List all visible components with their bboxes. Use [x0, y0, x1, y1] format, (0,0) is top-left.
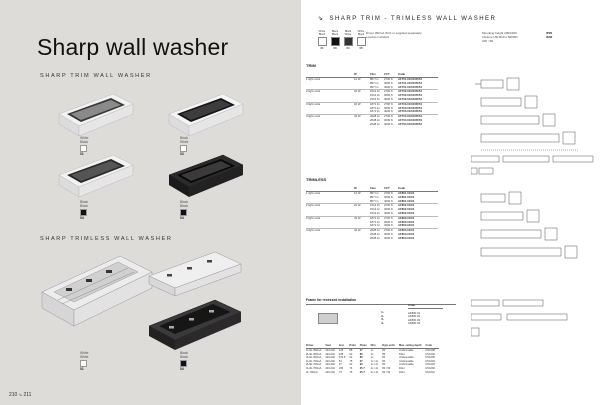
table-cell: 80 [359, 352, 363, 356]
table-cell: 1871 lm [370, 216, 384, 220]
table-cell: 220-240 [325, 366, 335, 370]
trim-table-block [306, 63, 438, 127]
luminaire-trimless-white-2 [145, 250, 245, 300]
table-cell: AF801.01/04 [398, 198, 415, 203]
table-cell: Undimmable [398, 349, 414, 352]
table-cell: AF704.01/04/05/54 [398, 121, 422, 126]
table-cell: 1871 lm [370, 109, 380, 114]
table-cell: 2x / 4x [370, 366, 379, 370]
table-cell: 80 / 90 [382, 370, 391, 374]
table-cell: 3000 K [384, 80, 393, 85]
table-cell: 32 W [354, 216, 370, 220]
table-cell: 4000 K [384, 121, 393, 126]
table-cell: 4000 K [384, 223, 393, 228]
table-cell: 1x [370, 356, 374, 360]
section-trimless-heading: SHARP TRIMLESS WALL WASHER [40, 236, 173, 242]
swatch-01: White Black 01 [80, 136, 89, 157]
table-cell: AF703.01/04/05/54 [398, 102, 438, 106]
table-cell: 80 [382, 356, 386, 360]
table-cell: 70 [338, 370, 342, 374]
table-cell: 857 lm [370, 80, 379, 85]
table-cell: 857 lm [370, 84, 379, 89]
swatch-04-trimless: Black Black 04 [180, 351, 189, 372]
table-cell: 27 [359, 359, 363, 363]
table-cell: 12 W [354, 191, 361, 195]
trim-label: TRIM [306, 63, 316, 68]
table-cell: 22 W [354, 204, 370, 208]
table-cell: 3000 K [384, 194, 393, 199]
table-cell: 857 lm [370, 191, 379, 195]
table-cell [354, 123, 370, 127]
luminaire-black-trim [165, 153, 245, 201]
table-cell: AF703.01/04/05/54 [398, 105, 422, 110]
table-cell: 88 [349, 349, 353, 352]
table-cell: 2 light units [306, 90, 354, 94]
finish-chip: White Black 01 [318, 30, 326, 50]
table-header-cell: Dim [371, 344, 383, 349]
table-cell: 857 lm [370, 198, 379, 203]
table-cell: DV1006 [425, 352, 435, 356]
table-cell: 80 [382, 359, 386, 363]
table-cell: Undimmable [398, 359, 414, 363]
table-cell: 4000 K [384, 198, 393, 203]
table-cell: 1514 lm [370, 96, 380, 101]
product-notes: Driver 350mA IS=0 or supplied separately. Louvres included. [366, 31, 423, 39]
table-cell: 857 lm [370, 194, 379, 199]
table-cell: 12 W [354, 77, 361, 81]
table-cell: 2700 K [384, 77, 393, 81]
table-cell: 4000 K [384, 235, 393, 240]
table-cell: DV1005 [425, 356, 435, 360]
table-cell: 80 / 90 [382, 366, 391, 370]
table-cell: 2x / 4x [370, 370, 379, 374]
table-cell: 1514 lm [370, 204, 384, 208]
table-cell: 220-240 [325, 359, 335, 363]
table-cell: 4 light units [306, 229, 354, 233]
table-cell: DALI [398, 352, 405, 356]
table-cell: AF802.01/04 [398, 204, 438, 208]
table-cell: AF701.01/04/05/54 [398, 80, 422, 85]
table-cell: 2700 K [384, 102, 398, 106]
table-cell: 2628 lm [370, 235, 380, 240]
table-cell: 2L/3L 700mA [306, 363, 322, 367]
table-cell: 75 [349, 359, 353, 363]
table-cell: AF702.01/04/05/54 [398, 93, 422, 98]
table-cell: DALI [398, 370, 405, 374]
table-cell: 44 W [354, 115, 370, 119]
table-cell: 3L/4L 350mA [306, 356, 322, 360]
table-cell: AF702.01/04/05/54 [398, 90, 438, 94]
table-header-cell: Iout [339, 344, 350, 349]
table-cell: 2700 K [384, 229, 398, 233]
table-cell: AF702.01/04/05/54 [398, 96, 422, 101]
table-cell: 2628 lm [370, 121, 380, 126]
table-cell [354, 237, 370, 241]
table-cell: 4000 K [384, 109, 393, 114]
table-cell: 1 light units [306, 77, 321, 81]
recessed-frame-codes: Code AF800.01 AF800.02 AF800.03 AF800.04 [408, 304, 443, 326]
table-cell: 1 light units [306, 191, 321, 195]
table-cell: 2700 K [384, 90, 398, 94]
table-cell: 97 [338, 363, 342, 367]
table-cell: AF804.01/04 [398, 235, 415, 240]
table-cell: 220-240 [325, 356, 335, 360]
right-page-header: ⇘ SHARP TRIM - TRIMLESS WALL WASHER [318, 16, 497, 22]
table-cell: DV1001 [425, 370, 435, 374]
table-cell: 1871 lm [370, 223, 380, 228]
swatch-04-a: Black Black 04 [80, 200, 89, 221]
table-cell: AF802.01/04 [398, 210, 415, 215]
table-cell: 3000 K [384, 231, 393, 236]
table-header-cell: Code [425, 344, 438, 349]
table-cell: 62 [349, 363, 353, 367]
table-cell: 2L/3L 350mA [306, 352, 322, 356]
table-cell: 27 [359, 349, 363, 352]
table-cell: 220-240 [325, 363, 335, 367]
trimless-table-body [306, 192, 438, 241]
table-cell: 4 light units [306, 115, 354, 119]
table-cell: AF803.01/04 [398, 223, 415, 228]
table-cell: 370.5 [338, 356, 346, 360]
table-row [306, 371, 439, 375]
drivers-table [306, 344, 439, 374]
table-cell: 32 W [354, 102, 370, 106]
table-cell: 25.7 [359, 370, 365, 374]
table-cell: AF801.01/04 [398, 191, 415, 195]
table-cell: 1x [370, 352, 374, 356]
luminaire-white-trim [55, 92, 135, 140]
table-cell: 3 light units [306, 216, 354, 220]
table-cell: 1871 lm [370, 105, 380, 110]
table-cell: DV1004 [425, 359, 435, 363]
table-cell: AF803.01/04 [398, 216, 438, 220]
table-cell: 220-240 [325, 352, 335, 356]
table-cell: 1514 lm [370, 207, 380, 212]
table-cell: 4L 700mA [306, 370, 318, 374]
table-header-cell: Pmax [360, 344, 371, 349]
table-cell: 1514 lm [370, 90, 384, 94]
table-cell: 1x [370, 349, 374, 352]
table-cell: 80 [382, 352, 386, 356]
arrow-icon: ⇘ [318, 16, 325, 22]
table-cell: 80 [382, 349, 386, 352]
table-cell: 62 [349, 352, 353, 356]
ip-rating: IP20 IK02 [546, 31, 553, 39]
table-cell: 2628 lm [370, 231, 380, 236]
table-cell: 1x / 2x [370, 359, 379, 363]
table-cell: 220-240 [325, 370, 335, 374]
finish-chips [316, 30, 367, 52]
table-cell: 74 [349, 366, 353, 370]
table-cell: 80 [359, 356, 363, 360]
table-cell: 1871 lm [370, 102, 384, 106]
table-cell: 2700 K [384, 216, 398, 220]
table-cell [306, 123, 354, 127]
table-cell: 2700 K [384, 191, 393, 195]
table-cell: 90 [359, 363, 363, 367]
table-cell: 2628 lm [370, 115, 384, 119]
finish-chip: Black White 04 [344, 30, 352, 50]
table-cell: 3000 K [384, 117, 393, 122]
luminaire-trimless-black [145, 296, 245, 356]
table-cell: 3000 K [384, 93, 393, 98]
table-cell: 125 [338, 349, 344, 352]
table-cell: 3000 K [384, 105, 393, 110]
table-cell: 54 [338, 359, 342, 363]
table-cell: 3 light units [306, 102, 354, 106]
table-cell: DV1008 [425, 349, 435, 352]
table-cell: AF804.01/04 [398, 231, 415, 236]
table-cell: DALI [398, 366, 405, 370]
luminaire-white-black-trim [165, 92, 245, 140]
table-header-cell: Max. ceiling depth [399, 344, 425, 349]
swatch-03: Black White 03 [180, 136, 189, 157]
table-cell: 3000 K [384, 219, 393, 224]
trimless-table-block [306, 177, 438, 241]
table-cell: 1871 lm [370, 219, 380, 224]
recessed-frame-title: Frame for recessed installation [306, 298, 357, 302]
table-cell: 2700 K [384, 204, 398, 208]
table-cell: AF802.01/04 [398, 207, 415, 212]
table-cell: AF801.01/04 [398, 194, 415, 199]
table-cell: AF701.01/04/05/54 [398, 84, 422, 89]
technical-drawings-trimless [471, 190, 596, 340]
table-cell: Undimmable [398, 356, 414, 360]
table-row [306, 237, 438, 241]
page-number-left: 210 ⇘ 211 [9, 392, 32, 398]
table-row [306, 123, 438, 127]
table-cell: AF804.01/04 [398, 229, 438, 233]
table-cell: AF704.01/04/05/54 [398, 117, 422, 122]
table-cell: 22 W [354, 90, 370, 94]
table-cell: 1L/2L 350mA [306, 349, 322, 352]
table-cell: 44 W [354, 229, 370, 233]
table-header-cell: Driver [306, 344, 325, 349]
table-cell: 2628 lm [370, 117, 380, 122]
finish-chip: Black Black 03 [331, 30, 339, 50]
table-cell: 25.7 [359, 366, 365, 370]
page-title: Sharp wall washer [37, 34, 229, 60]
table-cell: 4000 K [384, 210, 393, 215]
table-cell: AF704.01/04/05/54 [398, 115, 438, 119]
table-cell: 185 [338, 352, 344, 356]
right-page [301, 0, 600, 405]
table-cell: 75 [349, 370, 353, 374]
table-cell: DV1002 [425, 366, 435, 370]
table-cell: AF701.01/04/05/54 [398, 77, 422, 81]
table-cell: AF703.01/04/05/54 [398, 109, 422, 114]
table-cell: 4000 K [384, 84, 393, 89]
finish-chip: White Black 05 [357, 30, 365, 50]
table-cell: AF803.01/04 [398, 219, 415, 224]
table-cell: 1x / 2x [370, 363, 379, 367]
table-header-cell: Dgts units [382, 344, 399, 349]
table-cell: 857 lm [370, 77, 379, 81]
table-cell: 80 [382, 363, 386, 367]
table-cell: 2628 lm [370, 229, 384, 233]
table-cell: 3000 K [384, 207, 393, 212]
luminaire-trimless-white [38, 252, 156, 332]
luminaire-white-trim-2 [55, 153, 135, 201]
table-cell: 42 [349, 356, 353, 360]
technical-drawings-trim [471, 72, 596, 182]
table-cell: Undimmable [398, 363, 414, 367]
recessed-frame-image [318, 313, 338, 324]
table-cell: 1514 lm [370, 93, 380, 98]
table-cell: 3L/4L 700mA [306, 366, 322, 370]
table-header-cell: Pmin [349, 344, 359, 349]
table-cell: 220-240 [325, 349, 335, 352]
table-cell: 2700 K [384, 115, 398, 119]
trimless-label: TRIMLESS [306, 177, 327, 182]
product-specs: Mounting height 2000/200 Lifetime L80 B10 ≥ 50000h CRI >90 [482, 31, 518, 43]
swatch-04-b: Black Black 04 [180, 200, 189, 221]
trim-table-body [306, 78, 438, 127]
recessed-frame-sizes: 1L 2L 3L 4L [381, 310, 385, 325]
section-trim-heading: SHARP TRIM WALL WASHER [40, 73, 152, 79]
trim-table: W Flux CCT Code 1 light units 12 W 857 lm 2700 K AF701.01/04/05/54 857 lm 3000 K AF701.01/04/05/54 857 lm 4000 K AF701.01/04/05/54 2 light units 22 W 1514 lm 2700 K AF702.01/04/05/54 1514 lm 3000 K AF702.01/04/05/54 1514 lm 4000 K AF702.01/04/05/54 3 light units 32 W 1871 lm 2700 K AF703.01/04/05/54 1871 lm 3000 K AF703.01/04/05/54 1871 lm 4000 K AF703.01/04/05/54 4 light units 44 W 2628 lm 2700 K AF704.01/04/05/54 2628 lm 3000 K AF704.01/04/05/54 2628 lm 4000 K AF704.01/04/05/54 [306, 72, 438, 127]
trimless-table: W Flux CCT Code 1 light units 12 W 857 lm 2700 K AF801.01/04 857 lm 3000 K AF801.01/04 857 lm 4000 K AF801.01/04 2 light units 22 W 1514 lm 2700 K AF802.01/04 1514 lm 3000 K AF802.01/04 1514 lm 4000 K AF802.01/04 3 light units 32 W 1871 lm 2700 K AF803.01/04 1871 lm 3000 K AF803.01/04 1871 lm 4000 K AF803.01/04 4 light units 44 W 2628 lm 2700 K AF804.01/04 2628 lm 3000 K AF804.01/04 2628 lm 4000 K AF804.01/04 [306, 186, 438, 241]
table-cell: 156 [338, 366, 344, 370]
table-cell: 1L/2L 700mA [306, 359, 322, 363]
table-cell [306, 237, 354, 241]
drivers-table-body [306, 349, 439, 375]
table-cell: 1514 lm [370, 210, 380, 215]
table-header-cell: Vout [325, 344, 339, 349]
swatch-01-trimless: White White 01 [80, 351, 89, 372]
table-cell: DV1003 [425, 363, 435, 367]
table-cell: 4000 K [384, 96, 393, 101]
table-cell: 2 light units [306, 204, 354, 208]
